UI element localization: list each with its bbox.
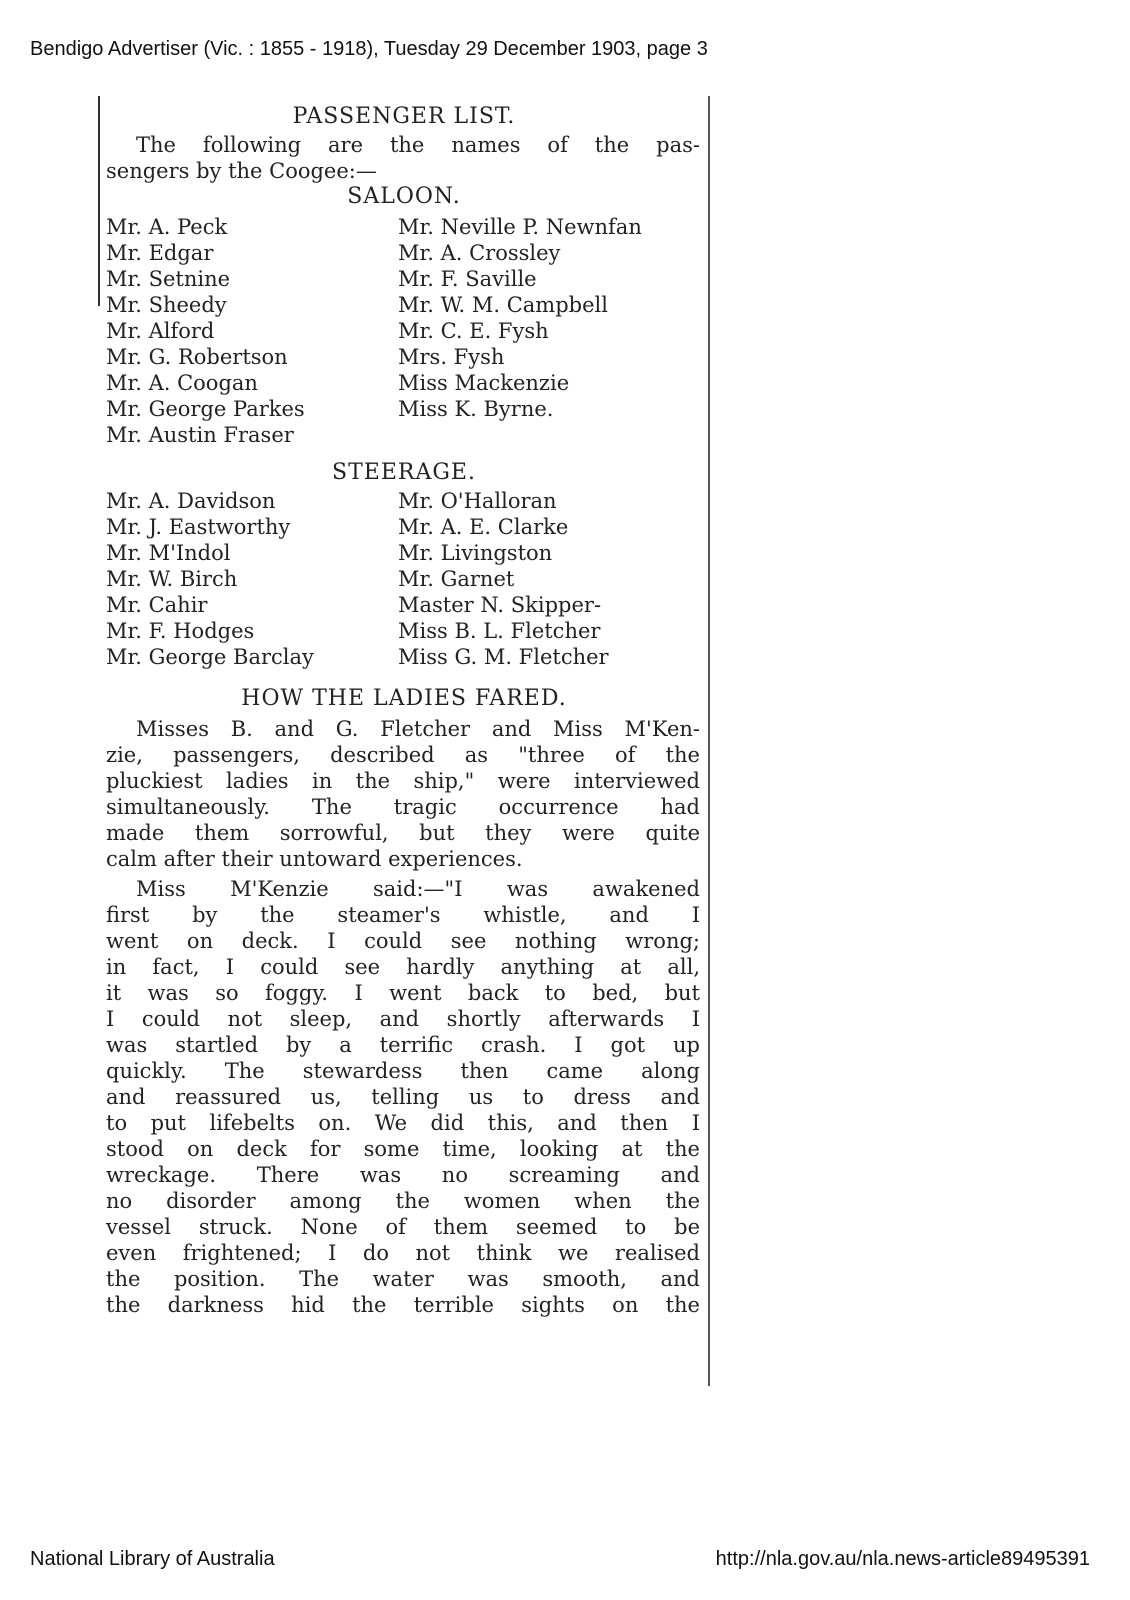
paragraph-fletcher xyxy=(106,716,700,872)
passenger-name: Mr. A. Coogan xyxy=(106,371,258,395)
passenger-row xyxy=(106,514,706,540)
passenger-name: Mr. Neville P. Newnfan xyxy=(398,215,642,239)
passenger-name: Master N. Skipper- xyxy=(398,593,602,617)
library-credit: National Library of Australia xyxy=(30,1548,275,1570)
passenger-name xyxy=(398,422,706,448)
passenger-row xyxy=(106,396,706,422)
passenger-row xyxy=(106,422,706,448)
passenger-name: Mr. George Parkes xyxy=(106,397,305,421)
steerage-heading: STEERAGE. xyxy=(332,460,476,485)
passenger-name: Mr. J. Eastworthy xyxy=(106,515,291,539)
passenger-name: Miss B. L. Fletcher xyxy=(398,619,601,643)
passenger-name: Mr. A. Crossley xyxy=(398,241,561,265)
passenger-row xyxy=(106,318,706,344)
intro-paragraph xyxy=(106,132,700,184)
passenger-name: Miss K. Byrne. xyxy=(398,397,554,421)
text-line: simultaneously. The tragic occurrence had xyxy=(106,795,700,819)
passenger-name: Mr. A. Davidson xyxy=(106,489,276,513)
passenger-name: Miss G. M. Fletcher xyxy=(398,645,609,669)
passenger-name: Mr. F. Hodges xyxy=(106,619,255,643)
newspaper-clipping xyxy=(98,96,710,1386)
passenger-name: Mrs. Fysh xyxy=(398,345,505,369)
text-line: went on deck. I could see nothing wrong; xyxy=(106,929,700,953)
article-title: PASSENGER LIST. xyxy=(292,104,516,129)
passenger-row xyxy=(106,370,706,396)
text-line: was startled by a terrific crash. I got up xyxy=(106,1033,700,1057)
text-line: it was so foggy. I went back to bed, but xyxy=(106,981,700,1005)
text-line: first by the steamer's whistle, and I xyxy=(106,903,700,927)
citation-header: Bendigo Advertiser (Vic. : 1855 - 1918), Tuesday 29 December 1903, page 3 xyxy=(30,38,708,60)
passenger-name: Mr. W. M. Campbell xyxy=(398,293,608,317)
passenger-row xyxy=(106,344,706,370)
text-line: quickly. The stewardess then came along xyxy=(106,1059,700,1083)
passenger-name: Mr. Cahir xyxy=(106,593,208,617)
text-line: pluckiest ladies in the ship," were interviewed xyxy=(106,769,700,793)
passenger-name: Mr. A. E. Clarke xyxy=(398,515,569,539)
passenger-name: Mr. C. E. Fysh xyxy=(398,319,549,343)
passenger-name: Mr. Sheedy xyxy=(106,293,227,317)
text-line: even frightened; I do not think we realised xyxy=(106,1241,700,1265)
passenger-name: Mr. M'Indol xyxy=(106,541,231,565)
passenger-name: Mr. Alford xyxy=(106,319,215,343)
text-line: calm after their untoward experiences. xyxy=(106,847,523,871)
passenger-row xyxy=(106,266,706,292)
passenger-name: Mr. F. Saville xyxy=(398,267,537,291)
text-line: wreckage. There was no screaming and xyxy=(106,1163,700,1187)
text-line: The following are the names of the pas- xyxy=(136,133,700,157)
steerage-list xyxy=(106,488,706,670)
passenger-row xyxy=(106,618,706,644)
text-line: the position. The water was smooth, and xyxy=(106,1267,700,1291)
passenger-name: Mr. Setnine xyxy=(106,267,231,291)
text-line: made them sorrowful, but they were quite xyxy=(106,821,700,845)
passenger-row xyxy=(106,566,706,592)
passenger-row xyxy=(106,240,706,266)
passenger-name: Mr. Garnet xyxy=(398,567,515,591)
text-line: stood on deck for some time, looking at the xyxy=(106,1137,700,1161)
passenger-row xyxy=(106,292,706,318)
passenger-name: Miss Mackenzie xyxy=(398,371,570,395)
passenger-row xyxy=(106,540,706,566)
passenger-row xyxy=(106,644,706,670)
passenger-name: Mr. W. Birch xyxy=(106,567,238,591)
text-line: in fact, I could see hardly anything at all, xyxy=(106,955,700,979)
text-line: to put lifebelts on. We did this, and then I xyxy=(106,1111,700,1135)
saloon-heading: SALOON. xyxy=(347,184,461,209)
text-line: and reassured us, telling us to dress and xyxy=(106,1085,700,1109)
passenger-name: Mr. A. Peck xyxy=(106,215,228,239)
passenger-name: Mr. Edgar xyxy=(106,241,214,265)
ladies-heading: HOW THE LADIES FARED. xyxy=(241,686,567,711)
passenger-name: Mr. George Barclay xyxy=(106,645,314,669)
text-line: no disorder among the women when the xyxy=(106,1189,700,1213)
text-line: zie, passengers, described as "three of the xyxy=(106,743,700,767)
text-line: sengers by the Coogee:— xyxy=(106,159,377,183)
article-url[interactable]: http://nla.gov.au/nla.news-article89495391 xyxy=(715,1548,1090,1570)
passenger-name: Mr. G. Robertson xyxy=(106,345,288,369)
passenger-row xyxy=(106,214,706,240)
text-line: I could not sleep, and shortly afterwards I xyxy=(106,1007,700,1031)
passenger-name: Mr. Livingston xyxy=(398,541,553,565)
text-line: Misses B. and G. Fletcher and Miss M'Ken- xyxy=(136,717,700,741)
passenger-row xyxy=(106,592,706,618)
text-line: the darkness hid the terrible sights on the xyxy=(106,1293,700,1317)
text-line: Miss M'Kenzie said:—"I was awakened xyxy=(136,877,700,901)
saloon-list xyxy=(106,214,706,448)
text-line: vessel struck. None of them seemed to be xyxy=(106,1215,700,1239)
paragraph-mckenzie xyxy=(106,876,700,1318)
passenger-name: Mr. Austin Fraser xyxy=(106,423,294,447)
passenger-row xyxy=(106,488,706,514)
passenger-name: Mr. O'Halloran xyxy=(398,489,557,513)
